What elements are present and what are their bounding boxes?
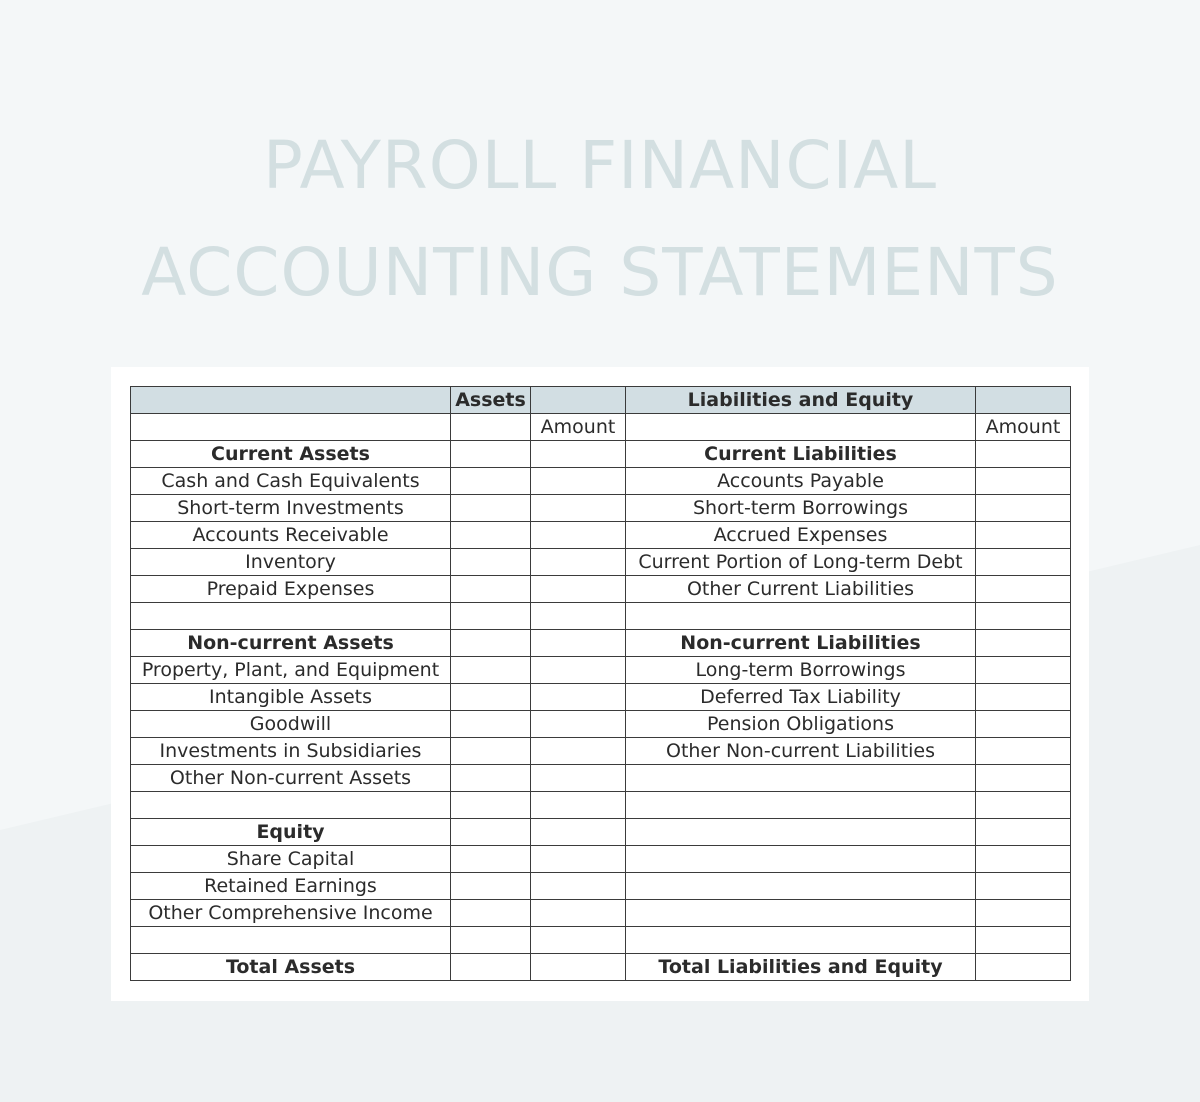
assets-header: Assets <box>451 387 531 414</box>
liability-item-label <box>626 873 976 900</box>
liability-item-label <box>626 765 976 792</box>
asset-item-label: Intangible Assets <box>131 684 451 711</box>
asset-item-label: Cash and Cash Equivalents <box>131 468 451 495</box>
asset-amount-cell <box>531 846 626 873</box>
table-row <box>131 711 1071 738</box>
liability-amount-cell <box>976 630 1071 657</box>
balance-sheet-table <box>130 386 1071 981</box>
asset-value-cell <box>451 738 531 765</box>
table-row <box>131 603 1071 630</box>
page-title-line-1: PAYROLL FINANCIAL <box>262 127 938 204</box>
liability-amount-cell <box>976 792 1071 819</box>
asset-item-label <box>131 603 451 630</box>
spreadsheet-card <box>111 367 1089 1001</box>
table-row <box>131 657 1071 684</box>
asset-amount-cell <box>531 765 626 792</box>
asset-value-cell <box>451 819 531 846</box>
table-row <box>131 495 1071 522</box>
liability-amount-cell <box>976 657 1071 684</box>
liability-item-label: Pension Obligations <box>626 711 976 738</box>
asset-amount-cell <box>531 738 626 765</box>
liabilities-equity-header: Liabilities and Equity <box>626 387 976 414</box>
liability-amount-cell <box>976 603 1071 630</box>
asset-item-label <box>131 927 451 954</box>
header-cell-empty <box>976 387 1071 414</box>
table-row <box>131 765 1071 792</box>
liability-item-label <box>626 819 976 846</box>
asset-value-cell <box>451 711 531 738</box>
asset-amount-cell <box>531 900 626 927</box>
asset-item-label: Inventory <box>131 549 451 576</box>
liability-item-label: Long-term Borrowings <box>626 657 976 684</box>
asset-item-label <box>131 792 451 819</box>
liability-amount-cell <box>976 468 1071 495</box>
asset-value-cell <box>451 765 531 792</box>
liability-item-label: Accrued Expenses <box>626 522 976 549</box>
asset-amount-cell <box>531 441 626 468</box>
liability-amount-cell <box>976 846 1071 873</box>
liability-amount-cell <box>976 495 1071 522</box>
table-cell <box>131 414 451 441</box>
asset-value-cell <box>451 927 531 954</box>
assets-amount-label: Amount <box>531 414 626 441</box>
table-row <box>131 630 1071 657</box>
liability-item-label <box>626 927 976 954</box>
header-cell-empty <box>131 387 451 414</box>
asset-value-cell <box>451 657 531 684</box>
asset-amount-cell <box>531 522 626 549</box>
liability-amount-cell <box>976 522 1071 549</box>
liability-amount-cell <box>976 765 1071 792</box>
table-cell <box>626 414 976 441</box>
asset-item-label: Short-term Investments <box>131 495 451 522</box>
asset-value-cell <box>451 900 531 927</box>
asset-amount-cell <box>531 819 626 846</box>
table-row <box>131 819 1071 846</box>
asset-value-cell <box>451 576 531 603</box>
liability-amount-cell <box>976 549 1071 576</box>
asset-amount-cell <box>531 549 626 576</box>
table-row <box>131 792 1071 819</box>
asset-amount-cell <box>531 954 626 981</box>
asset-item-label: Other Non-current Assets <box>131 765 451 792</box>
liability-amount-cell <box>976 819 1071 846</box>
asset-amount-cell <box>531 711 626 738</box>
liability-item-label: Short-term Borrowings <box>626 495 976 522</box>
asset-item-label: Prepaid Expenses <box>131 576 451 603</box>
asset-item-label: Total Assets <box>131 954 451 981</box>
asset-item-label: Retained Earnings <box>131 873 451 900</box>
table-row <box>131 873 1071 900</box>
liability-amount-cell <box>976 684 1071 711</box>
asset-value-cell <box>451 873 531 900</box>
liability-amount-cell <box>976 576 1071 603</box>
table-row <box>131 522 1071 549</box>
liability-item-label: Non-current Liabilities <box>626 630 976 657</box>
liability-amount-cell <box>976 927 1071 954</box>
asset-value-cell <box>451 441 531 468</box>
table-row <box>131 468 1071 495</box>
liability-amount-cell <box>976 711 1071 738</box>
table-row <box>131 927 1071 954</box>
liability-amount-cell <box>976 873 1071 900</box>
asset-item-label: Investments in Subsidiaries <box>131 738 451 765</box>
asset-value-cell <box>451 684 531 711</box>
liability-amount-cell <box>976 441 1071 468</box>
asset-item-label: Equity <box>131 819 451 846</box>
asset-amount-cell <box>531 927 626 954</box>
asset-value-cell <box>451 630 531 657</box>
asset-item-label: Current Assets <box>131 441 451 468</box>
asset-value-cell <box>451 603 531 630</box>
liability-amount-cell <box>976 954 1071 981</box>
table-row <box>131 900 1071 927</box>
asset-amount-cell <box>531 657 626 684</box>
asset-item-label: Goodwill <box>131 711 451 738</box>
page-title-line-2: ACCOUNTING STATEMENTS <box>141 234 1059 311</box>
liabilities-amount-label: Amount <box>976 414 1071 441</box>
table-row <box>131 441 1071 468</box>
liability-item-label: Current Liabilities <box>626 441 976 468</box>
liability-amount-cell <box>976 900 1071 927</box>
asset-value-cell <box>451 522 531 549</box>
liability-item-label: Total Liabilities and Equity <box>626 954 976 981</box>
liability-item-label: Current Portion of Long-term Debt <box>626 549 976 576</box>
asset-item-label: Other Comprehensive Income <box>131 900 451 927</box>
asset-value-cell <box>451 954 531 981</box>
table-row <box>131 684 1071 711</box>
liability-item-label <box>626 900 976 927</box>
liability-item-label <box>626 603 976 630</box>
liability-amount-cell <box>976 738 1071 765</box>
asset-amount-cell <box>531 630 626 657</box>
asset-value-cell <box>451 549 531 576</box>
table-header-row <box>131 387 1071 414</box>
table-row <box>131 738 1071 765</box>
table-row <box>131 954 1071 981</box>
liability-item-label <box>626 846 976 873</box>
liability-item-label <box>626 792 976 819</box>
table-row <box>131 576 1071 603</box>
asset-item-label: Property, Plant, and Equipment <box>131 657 451 684</box>
asset-amount-cell <box>531 603 626 630</box>
asset-amount-cell <box>531 684 626 711</box>
asset-item-label: Share Capital <box>131 846 451 873</box>
liability-item-label: Other Non-current Liabilities <box>626 738 976 765</box>
header-cell-empty <box>531 387 626 414</box>
asset-amount-cell <box>531 576 626 603</box>
asset-item-label: Non-current Assets <box>131 630 451 657</box>
liability-item-label: Other Current Liabilities <box>626 576 976 603</box>
asset-value-cell <box>451 846 531 873</box>
asset-amount-cell <box>531 873 626 900</box>
amount-label-row <box>131 414 1071 441</box>
asset-amount-cell <box>531 495 626 522</box>
asset-value-cell <box>451 495 531 522</box>
asset-amount-cell <box>531 468 626 495</box>
asset-value-cell <box>451 468 531 495</box>
asset-item-label: Accounts Receivable <box>131 522 451 549</box>
table-row <box>131 846 1071 873</box>
table-cell <box>451 414 531 441</box>
liability-item-label: Accounts Payable <box>626 468 976 495</box>
asset-value-cell <box>451 792 531 819</box>
liability-item-label: Deferred Tax Liability <box>626 684 976 711</box>
table-row <box>131 549 1071 576</box>
asset-amount-cell <box>531 792 626 819</box>
